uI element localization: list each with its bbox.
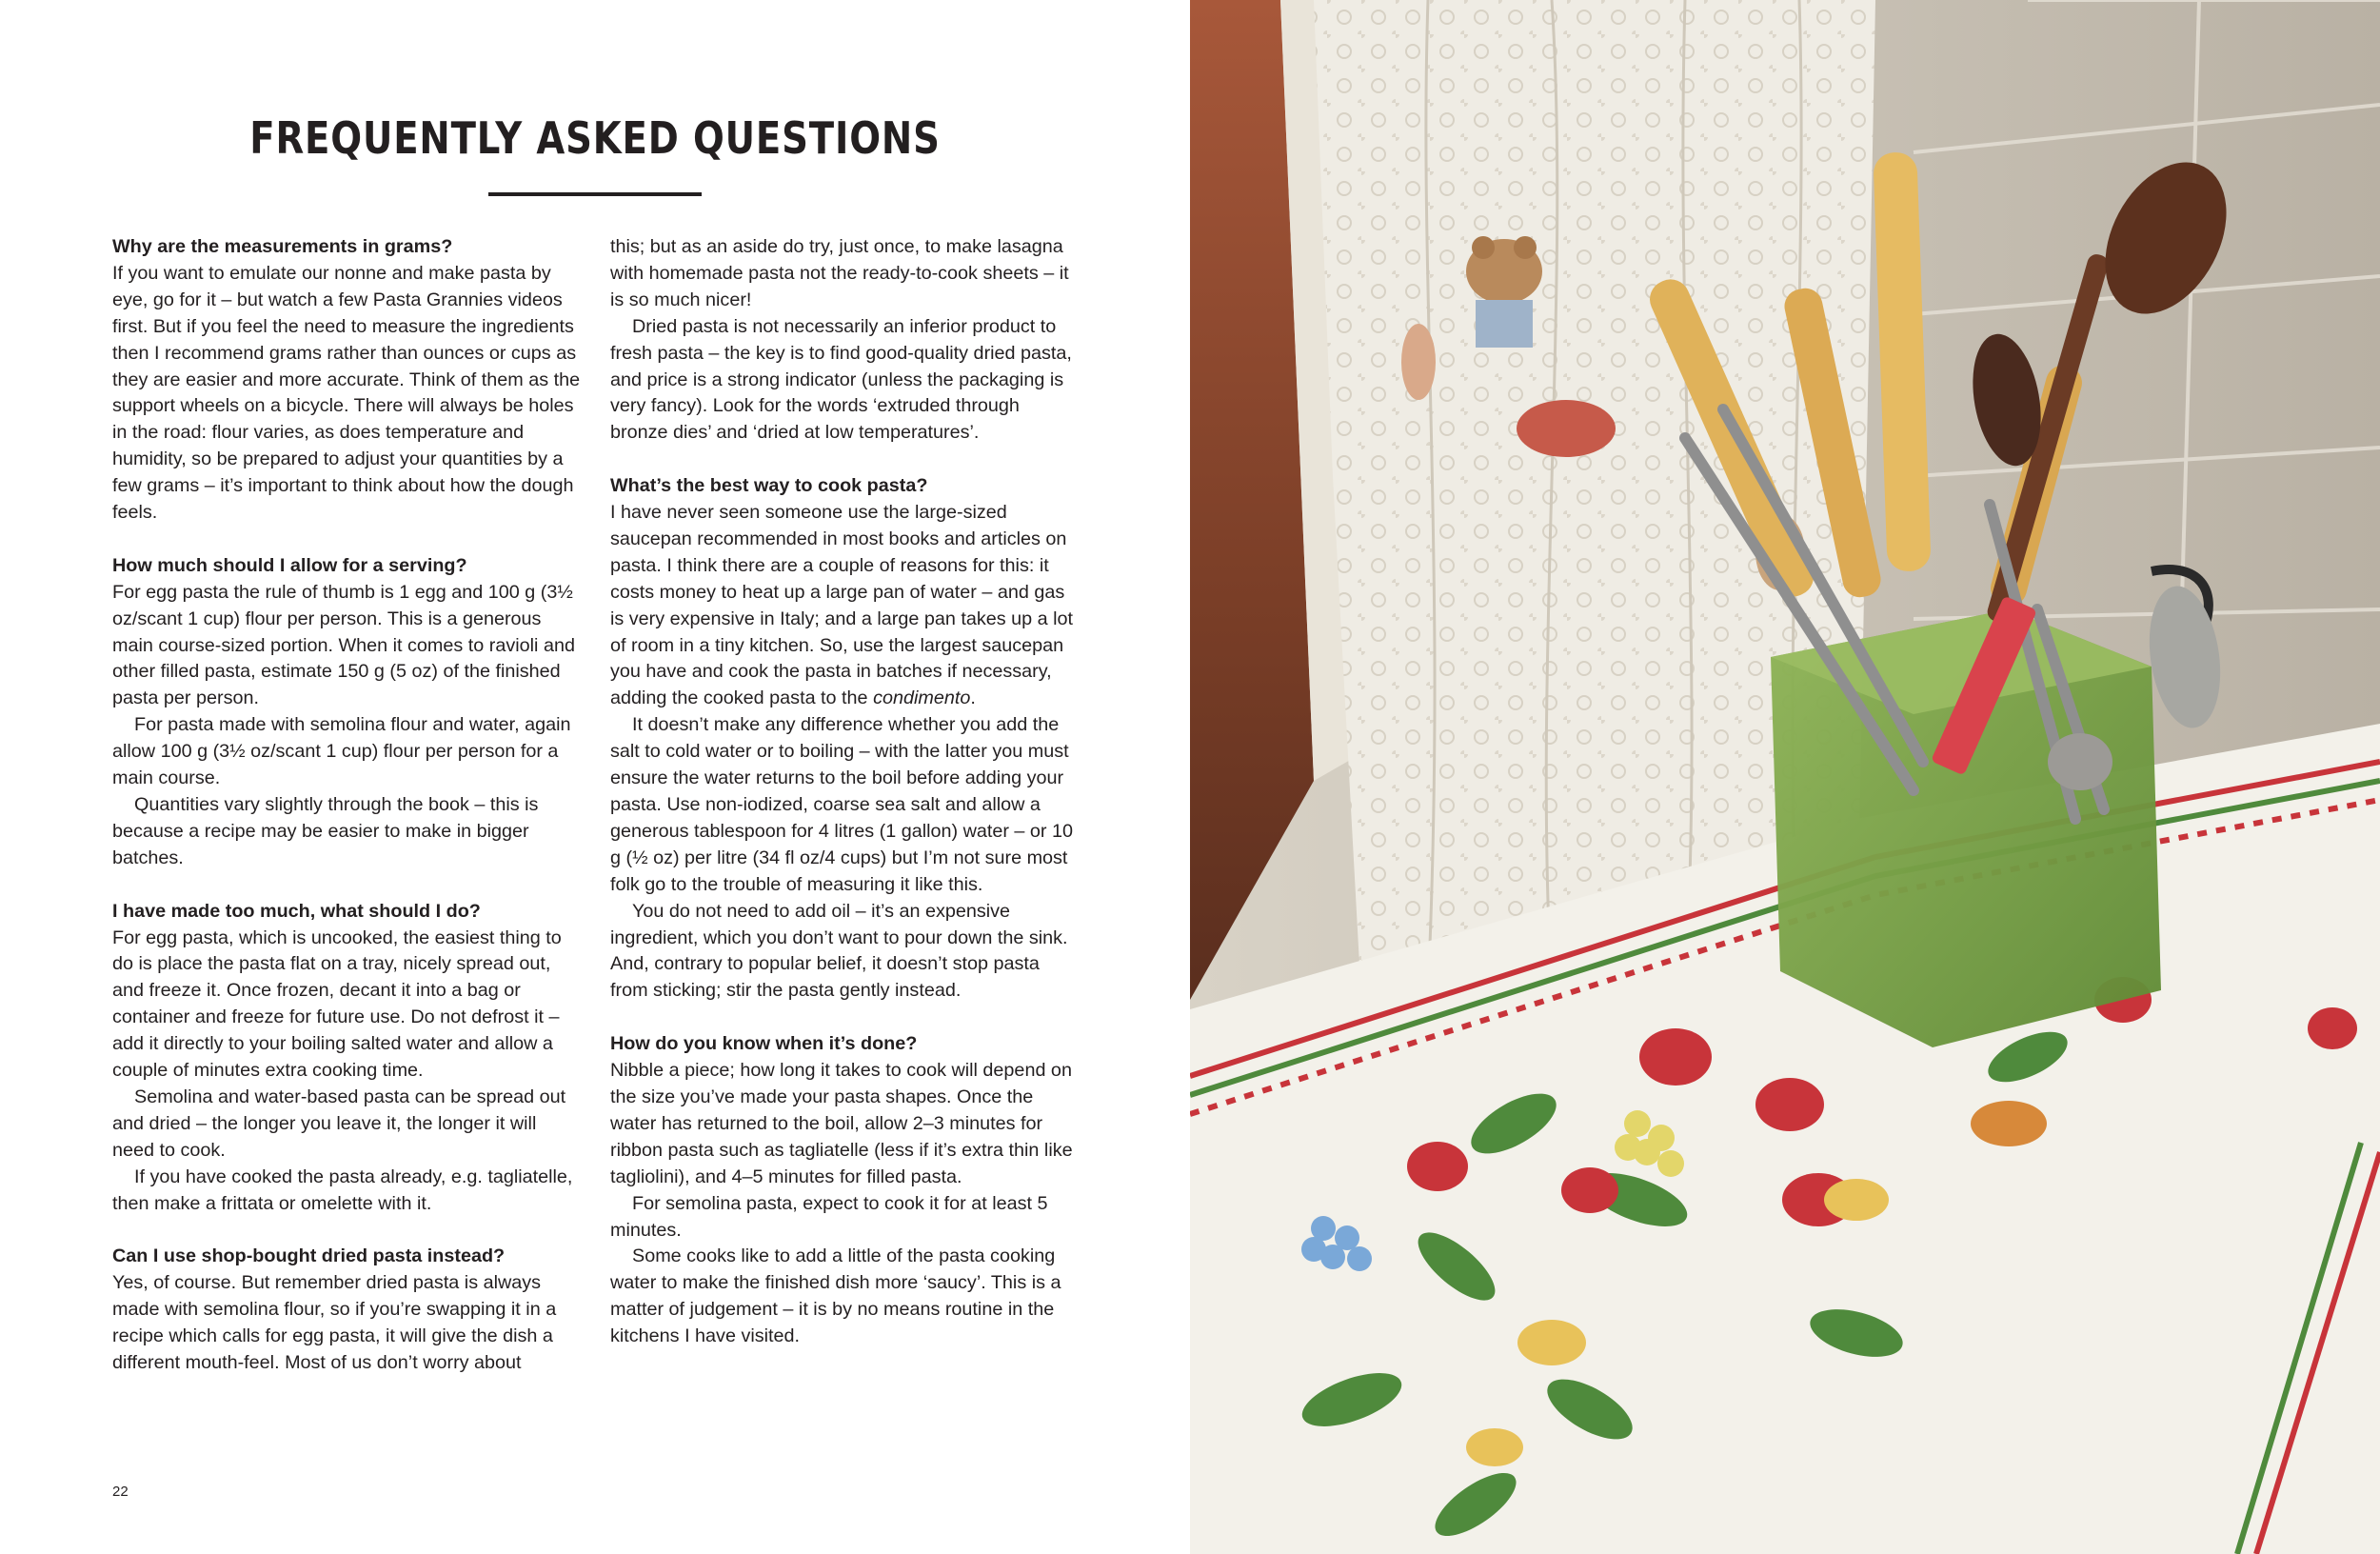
metal-ladle	[2048, 733, 2112, 790]
faq-answer: this; but as an aside do try, just once, to make lasagna with homemade pasta not the ready-to-cook sheets – it is so much nicer!	[610, 236, 1069, 310]
answer-text: I have never seen someone use the large-sized saucepan recommended in most books and articles on pasta. I think there are a couple of reasons for this: it costs money to heat up a large pan of water – and gas is very expensive in Italy; and a large pan takes up a lot of room in a tiny kitchen. So, use the largest saucepan you have and cook the pasta in batches if necessary, adding the cooked pasta to the	[610, 502, 1074, 709]
photo-page	[1190, 0, 2380, 1554]
answer-text: .	[970, 687, 976, 709]
faq-answer: Nibble a piece; how long it takes to cook will depend on the size you’ve made your pasta shapes. Once the water has returned to the boil, allow 2–3 minutes for ribbon pasta such as tagliatelle (less if it’s extra thin like tagliolini), and 4–5 minutes for filled pasta.	[610, 1060, 1073, 1187]
faq-answer: Quantities vary slightly through the book – this is because a recipe may be easier to make in bigger batches.	[112, 794, 539, 868]
faq-answer: If you have cooked the pasta already, e.g. tagliatelle, then make a frittata or omelette with it.	[112, 1166, 573, 1214]
faq-answer: Dried pasta is not necessarily an inferior product to fresh pasta – the key is to find good-quality dried pasta, and price is a strong indicator (unless the packaging is very fancy). Look for the words ‘extruded through bronze dies’ and ‘dried at low temperatures’.	[610, 315, 1072, 444]
faq-item-dried-pasta	[112, 1244, 581, 1377]
faq-answer	[610, 500, 1079, 712]
faq-question: How do you know when it’s done?	[610, 1033, 918, 1055]
kitchen-photo	[1190, 0, 2380, 1554]
faq-answer: For pasta made with semolina flour and water, again allow 100 g (3½ oz/scant 1 cup) flour per person for a main course.	[112, 714, 571, 789]
title-underline	[488, 192, 702, 196]
faq-question: Can I use shop-bought dried pasta instead?	[112, 1245, 506, 1267]
faq-answer: Some cooks like to add a little of the pasta cooking water to make the finished dish more ‘saucy’. This is a matter of judgement – it is by no means routine in the kitchens I have visited.	[610, 1245, 1061, 1347]
faq-item-measurements	[112, 234, 581, 527]
faq-answer: If you want to emulate our nonne and make pasta by eye, go for it – but watch a few Pasta Grannies videos first. But if you feel the need to measure the ingredients then I recommend grams rather than ounces or cups as they are easier and more accurate. Think of them as the support wheels on a bicycle. There will always be holes in the road: flour varies, as does temperature and humidity, so be prepared to adjust your quantities by a few grams – it’s important to think about how the dough feels.	[112, 262, 581, 524]
faq-question: What’s the best way to cook pasta?	[610, 475, 928, 497]
faq-answer: For egg pasta, which is uncooked, the easiest thing to do is place the pasta flat on a tray, nicely spread out, and freeze it. Once frozen, decant it into a bag or container and freeze for future use. Do not defrost it – add it directly to your boiling salted water and allow a couple of minutes extra cooking time.	[112, 926, 562, 1082]
faq-answer: For semolina pasta, expect to cook it for at least 5 minutes.	[610, 1192, 1048, 1241]
faq-item-too-much	[112, 899, 581, 1218]
embroidered-orange-flower	[1971, 1101, 2047, 1146]
faq-answer: You do not need to add oil – it’s an expensive ingredient, which you don’t want to pour down the sink. And, contrary to popular belief, it doesn’t stop pasta from sticking; stir the pasta gently instead.	[610, 900, 1068, 1002]
faq-question: Why are the measurements in grams?	[112, 236, 453, 257]
faq-item-doneness	[610, 1031, 1079, 1350]
text-column-left	[112, 234, 581, 1377]
faq-item-cooking	[610, 473, 1079, 1005]
faq-answer: For egg pasta the rule of thumb is 1 egg and 100 g (3½ oz/scant 1 cup) flour per person. This is a generous main course-sized portion. When it comes to ravioli and other filled pasta, estimate 150 g (5 oz) of the finished pasta per person.	[112, 581, 575, 709]
text-column-right	[610, 234, 1079, 1350]
faq-question: How much should I allow for a serving?	[112, 554, 467, 576]
faq-answer: Semolina and water-based pasta can be spread out and dried – the longer you leave it, the longer it will need to cook.	[112, 1086, 566, 1161]
faq-answer: Yes, of course. But remember dried pasta is always made with semolina flour, so if you’re swapping it in a recipe which calls for egg pasta, it will give the dish a different mouth-feel. Most of us don’t worry about	[112, 1272, 557, 1374]
faq-item-dried-pasta-continued	[610, 234, 1079, 447]
page-number: 22	[112, 1484, 129, 1500]
page-title: FREQUENTLY ASKED QUESTIONS	[249, 112, 941, 164]
faq-item-serving	[112, 553, 581, 872]
italic-term: condimento	[873, 687, 971, 709]
faq-question: I have made too much, what should I do?	[112, 900, 481, 922]
faq-answer: It doesn’t make any difference whether you add the salt to cold water or to boiling – with the latter you must ensure the water returns to the boil before adding your pasta. Use non-iodized, coarse sea salt and allow a generous tablespoon for 4 litres (1 gallon) water – or 10 g (½ oz) per litre (34 fl oz/4 cups) but I’m not sure most folk go to the trouble of measuring it like this.	[610, 714, 1074, 895]
